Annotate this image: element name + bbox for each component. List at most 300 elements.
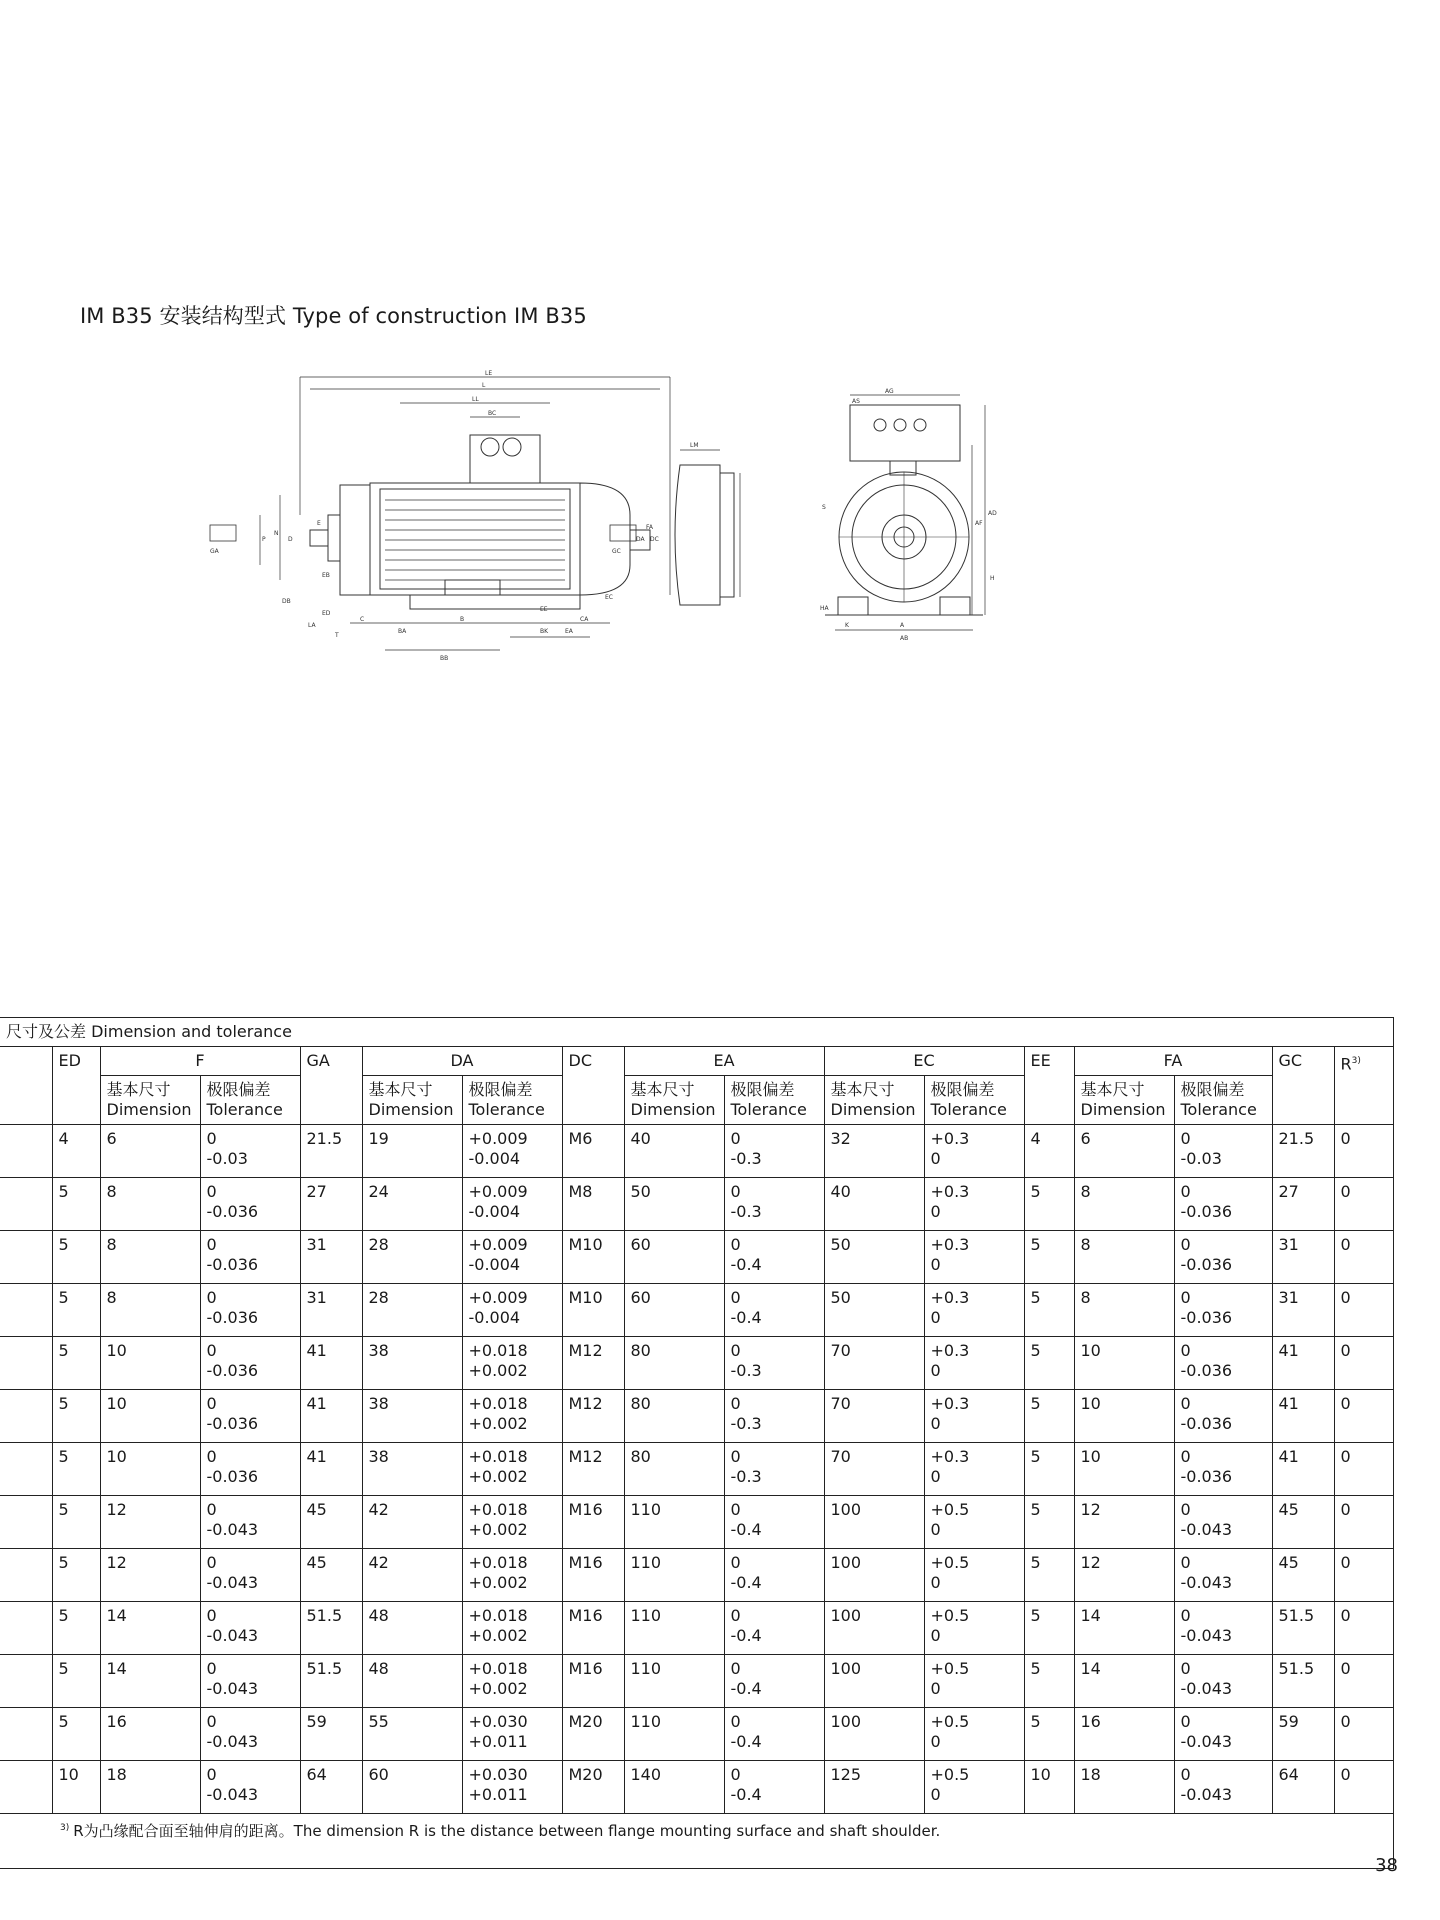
cell-da: 28 [362,1284,462,1337]
tolerance-line: +0.5 [930,1712,970,1731]
tolerance-line: +0.009 [468,1288,528,1307]
cell-da: 42 [362,1549,462,1602]
cell-gc: 59 [1272,1708,1334,1761]
tolerance-line: +0.018 [468,1553,528,1572]
cell-r: 0 [1334,1284,1393,1337]
cell-ea: 110 [624,1655,724,1708]
cell-da: 55 [362,1708,462,1761]
cell-ga: 31 [300,1231,362,1284]
tolerance-line: 0 [206,1182,217,1201]
cell-da-tol [462,1655,562,1708]
cell-fa: 16 [1074,1708,1174,1761]
cell-ec-tol [924,1496,1024,1549]
cell-f-tol [200,1761,300,1814]
cell-gc: 27 [1272,1178,1334,1231]
label-l: L [482,382,486,389]
tolerance-line: -0.004 [468,1308,521,1327]
tolerance-line: +0.018 [468,1394,528,1413]
cell-ea: 110 [624,1602,724,1655]
subheader-ea-dimension [624,1076,724,1125]
tolerance-line: +0.3 [930,1394,970,1413]
tolerance-line: -0.03 [206,1149,248,1168]
cell-ec: 50 [824,1231,924,1284]
cell-ea-tol [724,1708,824,1761]
tolerance-line: -0.036 [206,1361,259,1380]
label-bk: BK [540,628,549,635]
tolerance-line: +0.3 [930,1288,970,1307]
label-da: DA [636,536,645,543]
tolerance-line: 0 [1180,1447,1191,1466]
cell-f-tol [200,1443,300,1496]
dimension-label-line: 基本尺寸 [1080,1080,1145,1099]
label-dc: DC [650,536,659,543]
label-ec: EC [605,594,613,601]
tolerance-line: 0 [206,1341,217,1360]
table-row [0,1125,1393,1178]
cell-da: 42 [362,1496,462,1549]
tolerance-line: -0.043 [1180,1679,1233,1698]
tolerance-line: +0.018 [468,1341,528,1360]
cell-da-tol [462,1390,562,1443]
cell-ea-tol [724,1602,824,1655]
cell-da-tol [462,1337,562,1390]
cell-ga: 41 [300,1337,362,1390]
tolerance-line: -0.043 [1180,1573,1233,1592]
label-le: LE [485,370,493,377]
cell-ea: 80 [624,1390,724,1443]
cell-ea-tol [724,1443,824,1496]
cell-gc: 31 [1272,1231,1334,1284]
cell-ec-tol [924,1178,1024,1231]
tolerance-line: -0.043 [1180,1626,1233,1645]
label-ll: LL [472,396,479,403]
cell-ed: 5 [52,1549,100,1602]
label-as: AS [852,398,860,405]
cell-fa-tol [1174,1443,1272,1496]
page-heading: IM B35 安装结构型式 Type of construction IM B35 [80,304,587,328]
tolerance-line: -0.03 [1180,1149,1222,1168]
cell-f: 10 [100,1443,200,1496]
label-af: AF [975,520,983,527]
tolerance-line: -0.036 [1180,1361,1233,1380]
tolerance-line: 0 [1180,1288,1191,1307]
cell-r: 0 [1334,1549,1393,1602]
cell-ea-tol [724,1655,824,1708]
tolerance-line: -0.043 [1180,1785,1233,1804]
tolerance-label-line: 极限偏差 [468,1080,533,1099]
tolerance-line: 0 [1180,1765,1191,1784]
cell-ec-tol [924,1443,1024,1496]
cell-ed: 4 [52,1125,100,1178]
cell-ga: 51.5 [300,1602,362,1655]
tolerance-label-line: Tolerance [730,1100,807,1119]
cell-ea-tol [724,1337,824,1390]
cell-ga: 59 [300,1708,362,1761]
motor-front-view [825,395,985,630]
cell-fa-tol [1174,1178,1272,1231]
cell-ee: 5 [1024,1496,1074,1549]
tolerance-line: 0 [930,1467,941,1486]
cell-fa-tol [1174,1390,1272,1443]
label-fa: FA [646,524,654,531]
dimension-label-line: Dimension [630,1100,716,1119]
lead-cell [0,1443,52,1496]
cell-f: 18 [100,1761,200,1814]
tolerance-line: -0.4 [730,1255,762,1274]
cell-ea: 80 [624,1443,724,1496]
cell-ec: 50 [824,1284,924,1337]
subheader-ec-tolerance [924,1076,1024,1125]
cell-fa-tol [1174,1708,1272,1761]
cell-f: 8 [100,1231,200,1284]
terminal-box-view [675,450,740,605]
cell-ga: 27 [300,1178,362,1231]
cell-ee: 5 [1024,1337,1074,1390]
cell-ee: 5 [1024,1231,1074,1284]
motor-dimension-drawing [210,365,1210,675]
tolerance-line: -0.036 [1180,1308,1233,1327]
cell-da-tol [462,1231,562,1284]
cell-gc: 41 [1272,1337,1334,1390]
cell-dc: M6 [562,1125,624,1178]
cell-ga: 41 [300,1390,362,1443]
tolerance-line: -0.3 [730,1467,762,1486]
table-row [0,1390,1393,1443]
subheader-row [0,1076,1393,1125]
dimension-label-line: Dimension [1080,1100,1166,1119]
tolerance-line: -0.043 [206,1520,259,1539]
cell-da-tol [462,1178,562,1231]
label-ab: AB [900,635,909,642]
tolerance-line: 0 [206,1500,217,1519]
cell-ee: 5 [1024,1178,1074,1231]
tolerance-line: +0.5 [930,1606,970,1625]
cell-f: 6 [100,1125,200,1178]
cell-ec-tol [924,1549,1024,1602]
cell-ec: 40 [824,1178,924,1231]
cell-da: 38 [362,1337,462,1390]
cell-ed: 5 [52,1178,100,1231]
tolerance-line: -0.3 [730,1149,762,1168]
cell-ea-tol [724,1496,824,1549]
cell-ga: 31 [300,1284,362,1337]
label-ca: CA [580,616,589,623]
table-row [0,1761,1393,1814]
cell-ed: 5 [52,1443,100,1496]
tolerance-line: +0.009 [468,1235,528,1254]
cell-fa: 10 [1074,1337,1174,1390]
footnote-row [0,1814,1393,1869]
cell-da: 48 [362,1602,462,1655]
tolerance-label-line: 极限偏差 [730,1080,795,1099]
tolerance-line: 0 [930,1202,941,1221]
tolerance-label-line: Tolerance [206,1100,283,1119]
tolerance-line: +0.002 [468,1361,528,1380]
tolerance-line: +0.011 [468,1732,528,1751]
tolerance-line: +0.018 [468,1500,528,1519]
tolerance-line: +0.030 [468,1712,528,1731]
label-ad: AD [988,510,997,517]
cell-ed: 5 [52,1602,100,1655]
subheader-fa-tolerance [1174,1076,1272,1125]
tolerance-label-line: 极限偏差 [1180,1080,1245,1099]
tolerance-line: +0.018 [468,1659,528,1678]
cell-r: 0 [1334,1337,1393,1390]
cell-f-tol [200,1231,300,1284]
cell-f-tol [200,1602,300,1655]
cell-da-tol [462,1708,562,1761]
label-a: A [900,622,905,629]
tolerance-line: 0 [730,1765,741,1784]
cell-ec: 100 [824,1496,924,1549]
lead-cell [0,1178,52,1231]
cell-f-tol [200,1284,300,1337]
lead-cell [0,1602,52,1655]
cell-fa: 8 [1074,1178,1174,1231]
label-db: DB [282,598,291,605]
cell-da: 24 [362,1178,462,1231]
tolerance-label-line: Tolerance [468,1100,545,1119]
cell-da-tol [462,1496,562,1549]
cell-ec: 70 [824,1337,924,1390]
cell-ea: 40 [624,1125,724,1178]
table-row [0,1496,1393,1549]
tolerance-line: -0.036 [206,1202,259,1221]
cell-ea-tol [724,1549,824,1602]
footnote-marker: 3) [60,1823,70,1833]
cell-ee: 5 [1024,1443,1074,1496]
cell-ec-tol [924,1125,1024,1178]
cell-r: 0 [1334,1443,1393,1496]
group-fa: FA [1074,1047,1272,1076]
cell-dc: M10 [562,1231,624,1284]
dimension-label-line: Dimension [368,1100,454,1119]
tolerance-line: 0 [206,1659,217,1678]
tolerance-line: 0 [1180,1606,1191,1625]
subheader-da-dimension [362,1076,462,1125]
cell-dc: M16 [562,1602,624,1655]
tolerance-line: 0 [730,1341,741,1360]
cell-ed: 5 [52,1337,100,1390]
dimension-label-line: Dimension [830,1100,916,1119]
cell-f-tol [200,1496,300,1549]
cell-ea: 110 [624,1496,724,1549]
lead-cell [0,1708,52,1761]
cell-r: 0 [1334,1125,1393,1178]
cell-ec-tol [924,1708,1024,1761]
cell-fa-tol [1174,1602,1272,1655]
label-c: C [360,616,365,623]
label-ga: GA [210,548,219,555]
footnote-text: R为凸缘配合面至轴伸肩的距离。The dimension R is the distance between flange mounting surface and shaft shoulder. [73,1822,941,1840]
cell-da: 19 [362,1125,462,1178]
subheader-ec-dimension [824,1076,924,1125]
cell-dc: M12 [562,1390,624,1443]
cell-da-tol [462,1443,562,1496]
table-row [0,1178,1393,1231]
cell-ec: 32 [824,1125,924,1178]
label-lm: LM [690,442,699,449]
cell-ga: 41 [300,1443,362,1496]
cell-ec-tol [924,1602,1024,1655]
cell-fa: 18 [1074,1761,1174,1814]
label-ee: EE [540,606,548,613]
tolerance-line: 0 [206,1553,217,1572]
cell-da-tol [462,1602,562,1655]
motor-side-view [310,435,650,609]
tolerance-line: -0.4 [730,1785,762,1804]
tolerance-line: -0.4 [730,1573,762,1592]
label-t: T [335,632,339,639]
tolerance-line: 0 [206,1606,217,1625]
cell-ea: 60 [624,1231,724,1284]
tolerance-line: 0 [1180,1235,1191,1254]
subheader-ea-tolerance [724,1076,824,1125]
cell-fa: 6 [1074,1125,1174,1178]
label-s: S [822,504,826,511]
tolerance-line: -0.036 [206,1467,259,1486]
cell-fa-tol [1174,1125,1272,1178]
cell-f: 10 [100,1337,200,1390]
cell-r: 0 [1334,1178,1393,1231]
tolerance-line: 0 [730,1182,741,1201]
tolerance-line: -0.004 [468,1255,521,1274]
subheader-f-dimension [100,1076,200,1125]
tolerance-line: -0.036 [206,1255,259,1274]
subheader-da-tolerance [462,1076,562,1125]
cell-fa: 10 [1074,1390,1174,1443]
cell-fa: 12 [1074,1496,1174,1549]
tolerance-line: +0.009 [468,1182,528,1201]
cell-f-tol [200,1708,300,1761]
tolerance-line: 0 [1180,1500,1191,1519]
tolerance-line: +0.002 [468,1467,528,1486]
cell-fa: 14 [1074,1655,1174,1708]
tolerance-line: +0.009 [468,1129,528,1148]
tolerance-line: 0 [730,1606,741,1625]
dimension-tolerance-table [0,1017,1394,1869]
cell-ed: 5 [52,1284,100,1337]
tolerance-line: 0 [206,1765,217,1784]
tolerance-line: -0.036 [206,1414,259,1433]
tolerance-line: 0 [206,1394,217,1413]
tolerance-line: 0 [730,1288,741,1307]
tolerance-line: -0.043 [206,1785,259,1804]
tolerance-line: -0.043 [1180,1732,1233,1751]
group-da: DA [362,1047,562,1076]
col-gc: GC [1272,1047,1334,1125]
cell-dc: M16 [562,1549,624,1602]
col-dc: DC [562,1047,624,1125]
cell-fa-tol [1174,1761,1272,1814]
tolerance-line: 0 [730,1129,741,1148]
tolerance-line: -0.043 [206,1626,259,1645]
cell-ec: 100 [824,1549,924,1602]
lead-cell [0,1337,52,1390]
cell-ec-tol [924,1231,1024,1284]
cell-f: 8 [100,1284,200,1337]
dimension-label-line: 基本尺寸 [106,1080,171,1099]
cell-dc: M16 [562,1496,624,1549]
page-number: 38 [1375,1855,1398,1876]
cell-ga: 51.5 [300,1655,362,1708]
tolerance-line: -0.3 [730,1361,762,1380]
label-la: LA [308,622,316,629]
cell-ea: 110 [624,1549,724,1602]
cell-r: 0 [1334,1761,1393,1814]
cell-fa-tol [1174,1655,1272,1708]
table-row [0,1337,1393,1390]
label-ea: EA [565,628,573,635]
cell-ee: 5 [1024,1284,1074,1337]
cell-ed: 5 [52,1231,100,1284]
table-body [0,1125,1393,1869]
label-k: K [845,622,849,629]
lead-cell [0,1496,52,1549]
cell-r: 0 [1334,1602,1393,1655]
table-row [0,1602,1393,1655]
tolerance-line: -0.4 [730,1732,762,1751]
cell-ee: 5 [1024,1708,1074,1761]
cell-dc: M12 [562,1337,624,1390]
dimension-label-line: 基本尺寸 [830,1080,895,1099]
cell-f-tol [200,1390,300,1443]
lead-cell [0,1549,52,1602]
tolerance-line: 0 [1180,1129,1191,1148]
tolerance-line: -0.043 [206,1732,259,1751]
tolerance-line: +0.002 [468,1573,528,1592]
cell-gc: 21.5 [1272,1125,1334,1178]
cell-gc: 41 [1272,1443,1334,1496]
tolerance-line: -0.4 [730,1679,762,1698]
cell-ga: 45 [300,1549,362,1602]
cell-da: 28 [362,1231,462,1284]
tolerance-line: +0.3 [930,1182,970,1201]
tolerance-line: -0.4 [730,1626,762,1645]
tolerance-line: 0 [206,1235,217,1254]
cell-da: 38 [362,1443,462,1496]
table-row [0,1708,1393,1761]
cell-da-tol [462,1284,562,1337]
empty-lead-header [0,1047,52,1125]
cell-r: 0 [1334,1496,1393,1549]
table-row [0,1655,1393,1708]
tolerance-line: 0 [730,1235,741,1254]
cell-da-tol [462,1549,562,1602]
tolerance-line: +0.030 [468,1765,528,1784]
cell-ec-tol [924,1284,1024,1337]
tolerance-line: -0.036 [1180,1414,1233,1433]
dimension-label-line: 基本尺寸 [368,1080,433,1099]
cell-ee: 5 [1024,1602,1074,1655]
cell-ga: 64 [300,1761,362,1814]
cell-gc: 31 [1272,1284,1334,1337]
cell-gc: 45 [1272,1549,1334,1602]
cell-ec-tol [924,1761,1024,1814]
tolerance-line: 0 [206,1288,217,1307]
cell-gc: 41 [1272,1390,1334,1443]
tolerance-line: -0.3 [730,1202,762,1221]
dimension-label-line: Dimension [106,1100,192,1119]
lead-cell [0,1231,52,1284]
tolerance-line: +0.3 [930,1235,970,1254]
tolerance-line: 0 [1180,1182,1191,1201]
tolerance-label-line: 极限偏差 [930,1080,995,1099]
tolerance-line: 0 [930,1361,941,1380]
tolerance-line: +0.3 [930,1447,970,1466]
tolerance-line: +0.3 [930,1341,970,1360]
tolerance-line: -0.036 [1180,1202,1233,1221]
